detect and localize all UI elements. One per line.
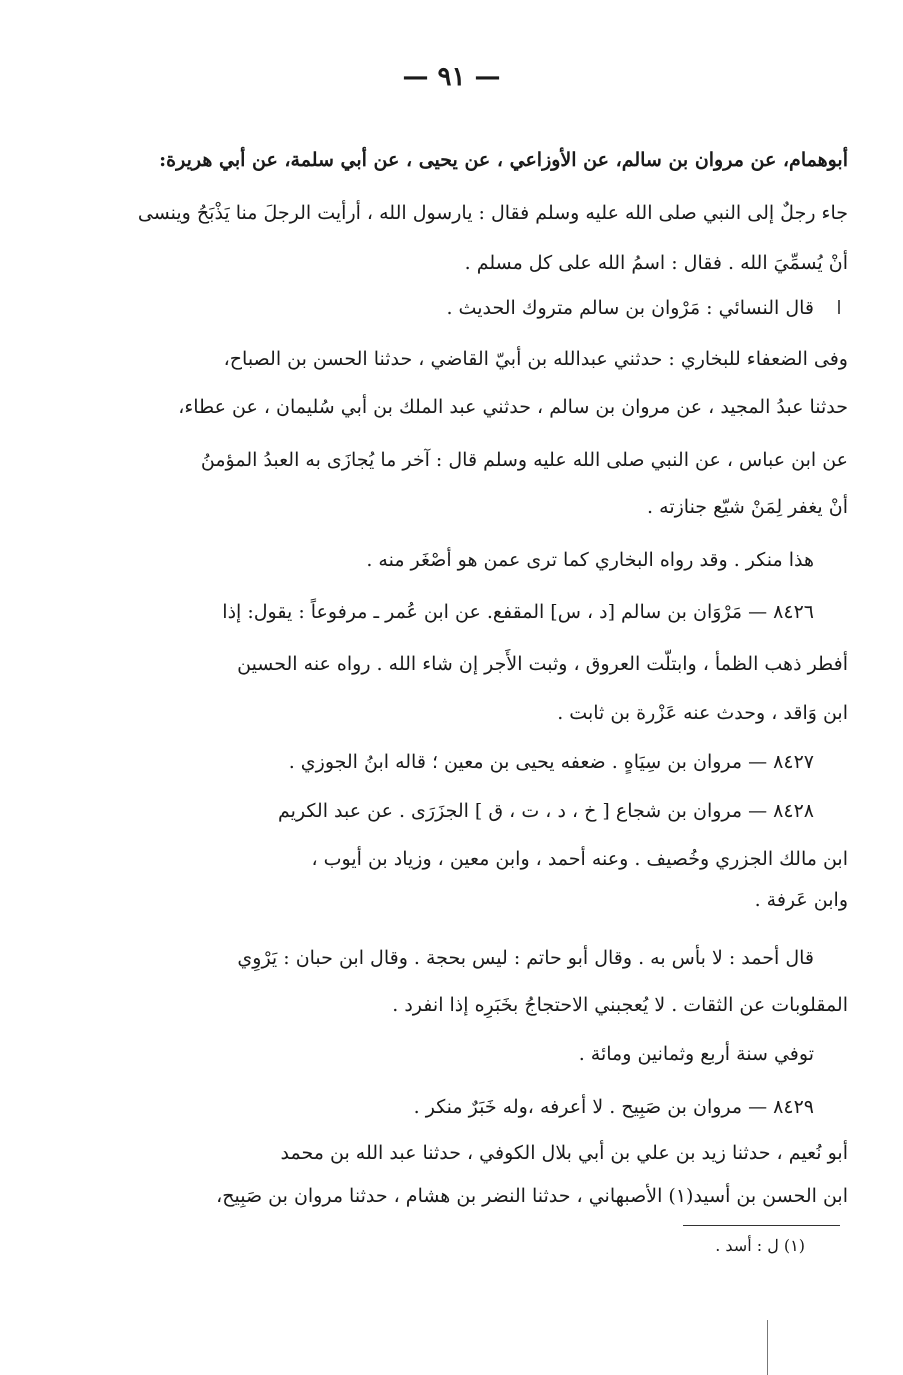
scan-mark: [767, 1320, 768, 1375]
text-line: أفطر ذهب الظمأ ، وابتلّت العروق ، وثبت الأَجر إن شاء الله . رواه عنه الحسين: [237, 653, 848, 675]
footnote: (١) ل : أسد .: [715, 1236, 805, 1255]
text-line: وفى الضعفاء للبخاري : حدثني عبدالله بن أبيّ القاضي ، حدثنا الحسن بن الصباح،: [223, 348, 848, 370]
text-line: المقلوبات عن الثقات . لا يُعجبني الاحتجاجُ بخَبَرِه إذا انفرد .: [392, 994, 848, 1016]
margin-mark: [838, 300, 840, 314]
text-line: أبو نُعيم ، حدثنا زيد بن علي بن أبي بلال الكوفي ، حدثنا عبد الله بن محمد: [280, 1142, 848, 1164]
text-line: ابن وَاقد ، وحدث عنه عَزْرة بن ثابت .: [557, 702, 848, 724]
text-line: ابن الحسن بن أسيد(١) الأصبهاني ، حدثنا النضر بن هشام ، حدثنا مروان بن صَبِيح،: [216, 1185, 848, 1207]
text-line: حدثنا عبدُ المجيد ، عن مروان بن سالم ، حدثني عبد الملك بن أبي سُليمان ، عن عطاء،: [178, 396, 848, 418]
text-line: أنْ يغفر لِمَنْ شيّع جنازته .: [647, 496, 848, 518]
text-line: قال النسائي : مَرْوان بن سالم متروك الحديث .: [446, 297, 814, 319]
entry-8429: ٨٤٢٩ — مروان بن صَبِيح . لا أعرفه ،وله خَبَرٌ منكر .: [413, 1096, 814, 1118]
text-line: ابن مالك الجزري وخُصيف . وعنه أحمد ، وابن معين ، وزياد بن أيوب ،: [311, 848, 848, 870]
text-line: عن ابن عباس ، عن النبي صلى الله عليه وسلم قال : آخر ما يُجازَى به العبدُ المؤمنُ: [200, 449, 848, 471]
entry-8427: ٨٤٢٧ — مروان بن سِيَاهٍ . ضعفه يحيى بن معين ؛ قاله ابنُ الجوزي .: [288, 751, 814, 773]
text-line: أبوهمام، عن مروان بن سالم، عن الأوزاعي ، عن يحيى ، عن أبي سلمة، عن أبي هريرة:: [159, 149, 848, 171]
text-line: قال أحمد : لا بأس به . وقال أبو حاتم : ليس بحجة . وقال ابن حبان : يَرْوِي: [237, 947, 814, 969]
page-number: — ٩١ —: [402, 62, 501, 92]
entry-8426: ٨٤٢٦ — مَرْوَان بن سالم [د ، س] المقفع. عن ابن عُمر ـ مرفوعاً : يقول: إذا: [222, 601, 814, 623]
entry-8428: ٨٤٢٨ — مروان بن شجاع [ خ ، د ، ت ، ق ] الجزَرَى . عن عبد الكريم: [278, 800, 814, 822]
text-line: توفي سنة أربع وثمانين ومائة .: [578, 1043, 814, 1065]
text-line: وابن عَرفة .: [754, 889, 848, 911]
text-line: أنْ يُسمِّيَ الله . فقال : اسمُ الله على كل مسلم .: [464, 252, 848, 274]
text-line: جاء رجلٌ إلى النبي صلى الله عليه وسلم فقال : يارسول الله ، أرأيت الرجلَ منا يَذْبَحُ وينسى: [137, 202, 848, 224]
text-line: هذا منكر . وقد رواه البخاري كما ترى عمن هو أصْغَر منه .: [366, 549, 814, 571]
footnote-rule: [683, 1225, 840, 1226]
